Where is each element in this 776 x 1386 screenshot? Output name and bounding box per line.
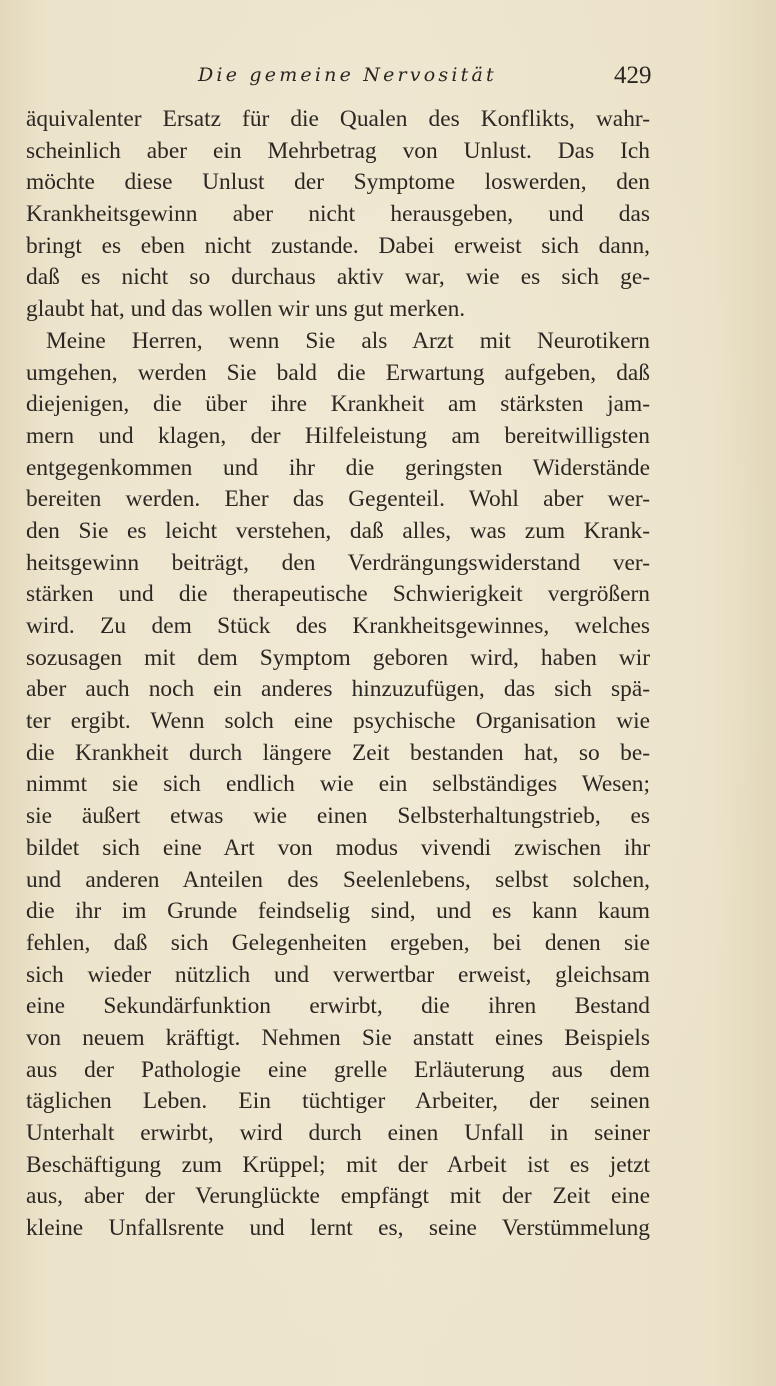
- text-line: Beschäftigung zum Krüppel; mit der Arbeit ist es jetzt: [26, 1151, 650, 1178]
- text-line: stärken und die therapeutische Schwierigkeit vergrößern: [26, 581, 650, 608]
- text-line: Unterhalt erwirbt, wird durch einen Unfall in seiner: [26, 1120, 650, 1146]
- text-line: daß es nicht so durchaus aktiv war, wie es sich ge-: [26, 264, 650, 291]
- text-line: aus, aber der Verunglückte empfängt mit der Zeit eine: [26, 1183, 650, 1210]
- text-line: die Krankheit durch längere Zeit bestanden hat, so be-: [26, 739, 650, 766]
- text-line: heitsgewinn beiträgt, den Verdrängungswiderstand ver-: [26, 549, 650, 576]
- body-text: [26, 104, 650, 1245]
- text-line: täglichen Leben. Ein tüchtiger Arbeiter, der seinen: [26, 1088, 650, 1115]
- text-line: entgegenkommen und ihr die geringsten Widerstände: [26, 454, 650, 481]
- text-line: umgehen, werden Sie bald die Erwartung aufgeben, daß: [26, 359, 650, 386]
- text-line: bereiten werden. Eher das Gegenteil. Wohl aber wer-: [26, 486, 650, 513]
- text-line: Krankheitsgewinn aber nicht herausgeben, und das: [26, 201, 650, 228]
- text-line: sich wieder nützlich und verwertbar erweist, gleichsam: [26, 961, 650, 988]
- text-line: nimmt sie sich endlich wie ein selbständiges Wesen;: [26, 771, 650, 798]
- text-line: mern und klagen, der Hilfeleistung am bereitwilligsten: [26, 422, 650, 449]
- text-line: den Sie es leicht verstehen, daß alles, was zum Krank-: [26, 517, 650, 544]
- text-line: aber auch noch ein anderes hinzuzufügen, das sich spä-: [26, 676, 650, 703]
- text-line: Meine Herren, wenn Sie als Arzt mit Neurotikern: [46, 327, 650, 354]
- text-line: eine Sekundärfunktion erwirbt, die ihren Bestand: [26, 993, 650, 1020]
- text-line: bringt es eben nicht zustande. Dabei erweist sich dann,: [26, 232, 650, 259]
- text-line: von neuem kräftigt. Nehmen Sie anstatt eines Beispiels: [26, 1024, 650, 1051]
- text-line: kleine Unfallsrente und lernt es, seine Verstümmelung: [26, 1215, 650, 1242]
- text-line: fehlen, daß sich Gelegenheiten ergeben, bei denen sie: [26, 929, 650, 956]
- text-line: sozusagen mit dem Symptom geboren wird, haben wir: [26, 644, 650, 671]
- text-line: diejenigen, die über ihre Krankheit am stärksten jam-: [26, 391, 650, 418]
- page-header: [0, 60, 776, 94]
- text-line: ter ergibt. Wenn solch eine psychische Organisation wie: [26, 708, 650, 735]
- text-line: die ihr im Grunde feindselig sind, und es kann kaum: [26, 898, 650, 925]
- page-number: 429: [614, 62, 652, 89]
- text-line: glaubt hat, und das wollen wir uns gut merken.: [26, 296, 466, 323]
- text-line: sie äußert etwas wie einen Selbsterhaltungstrieb, es: [26, 803, 650, 830]
- text-line: wird. Zu dem Stück des Krankheitsgewinnes, welches: [26, 613, 650, 639]
- text-line: möchte diese Unlust der Symptome loswerden, den: [26, 169, 650, 196]
- running-title: Die gemeine Nervosität: [198, 64, 497, 86]
- text-line: bildet sich eine Art von modus vivendi zwischen ihr: [26, 834, 650, 861]
- text-line: äquivalenter Ersatz für die Qualen des Konflikts, wahr-: [26, 106, 650, 132]
- text-line: und anderen Anteilen des Seelenlebens, selbst solchen,: [26, 866, 650, 893]
- text-line: scheinlich aber ein Mehrbetrag von Unlust. Das Ich: [26, 137, 650, 164]
- text-line: aus der Pathologie eine grelle Erläuterung aus dem: [26, 1056, 650, 1083]
